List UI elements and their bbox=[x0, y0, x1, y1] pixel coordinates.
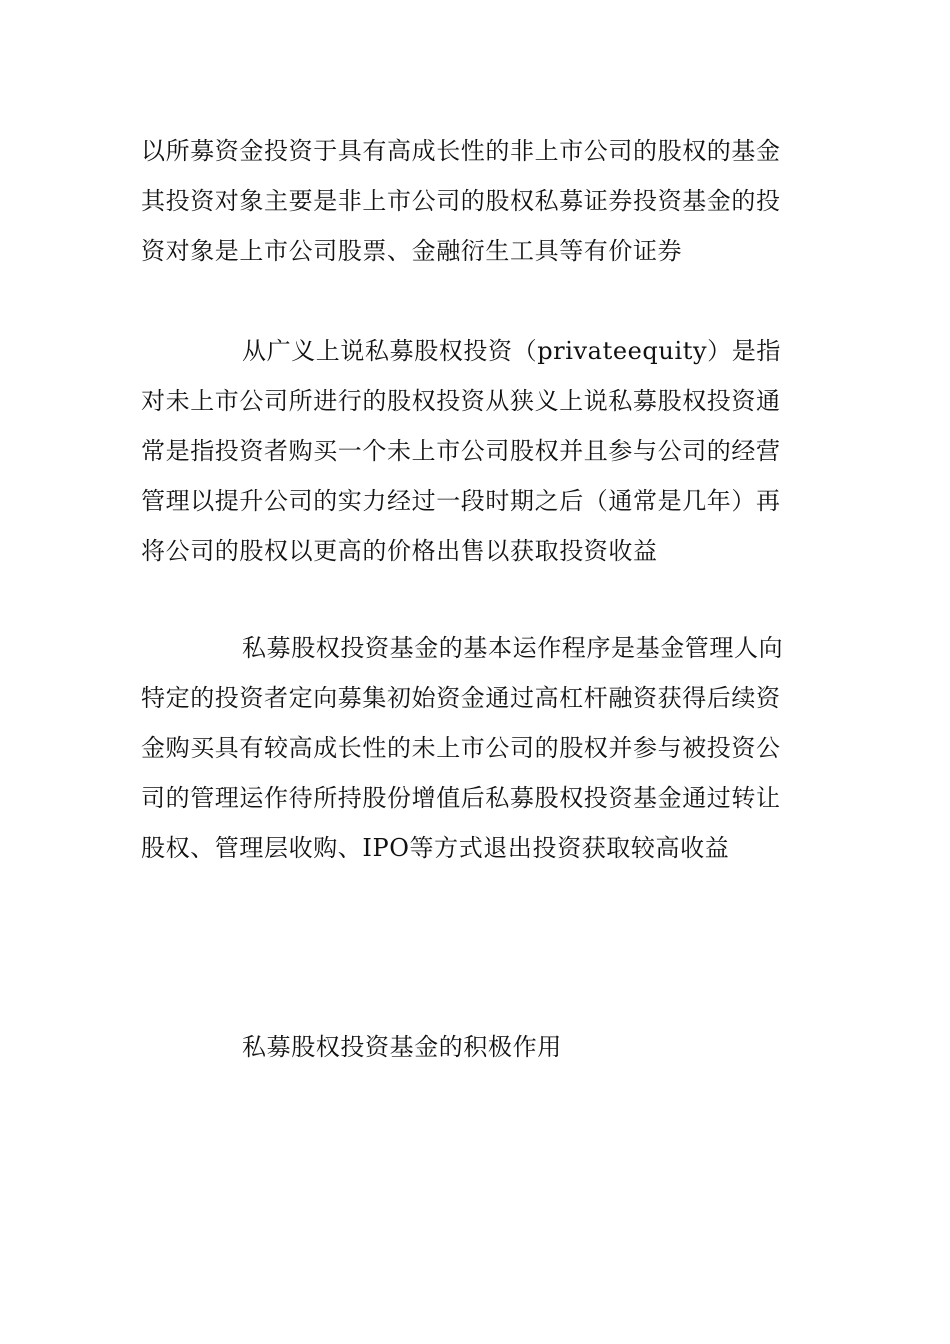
paragraph-line: 其投资对象主要是非上市公司的股权私募证券投资基金的投 bbox=[141, 187, 781, 215]
paragraph-line: 司的管理运作待所持股份增值后私募股权投资基金通过转让 bbox=[141, 784, 781, 812]
paragraph-line: 私募股权投资基金的基本运作程序是基金管理人向 bbox=[242, 634, 784, 662]
paragraph-line: 股权、管理层收购、IPO等方式退出投资获取较高收益 bbox=[141, 834, 730, 862]
paragraph-line: 特定的投资者定向募集初始资金通过高杠杆融资获得后续资 bbox=[141, 684, 781, 712]
section-heading: 私募股权投资基金的积极作用 bbox=[242, 1033, 562, 1061]
paragraph-line: 以所募资金投资于具有高成长性的非上市公司的股权的基金 bbox=[141, 137, 781, 165]
paragraph-line: 对未上市公司所进行的股权投资从狭义上说私募股权投资通 bbox=[141, 387, 781, 415]
paragraph-line: 管理以提升公司的实力经过一段时期之后（通常是几年）再 bbox=[141, 487, 781, 515]
paragraph-line: 将公司的股权以更高的价格出售以获取投资收益 bbox=[141, 537, 658, 565]
paragraph-line: 资对象是上市公司股票、金融衍生工具等有价证券 bbox=[141, 237, 683, 265]
paragraph-line: 金购买具有较高成长性的未上市公司的股权并参与被投资公 bbox=[141, 734, 781, 762]
paragraph-line: 常是指投资者购买一个未上市公司股权并且参与公司的经营 bbox=[141, 437, 781, 465]
paragraph-line: 从广义上说私募股权投资（privateequity）是指 bbox=[242, 337, 781, 365]
